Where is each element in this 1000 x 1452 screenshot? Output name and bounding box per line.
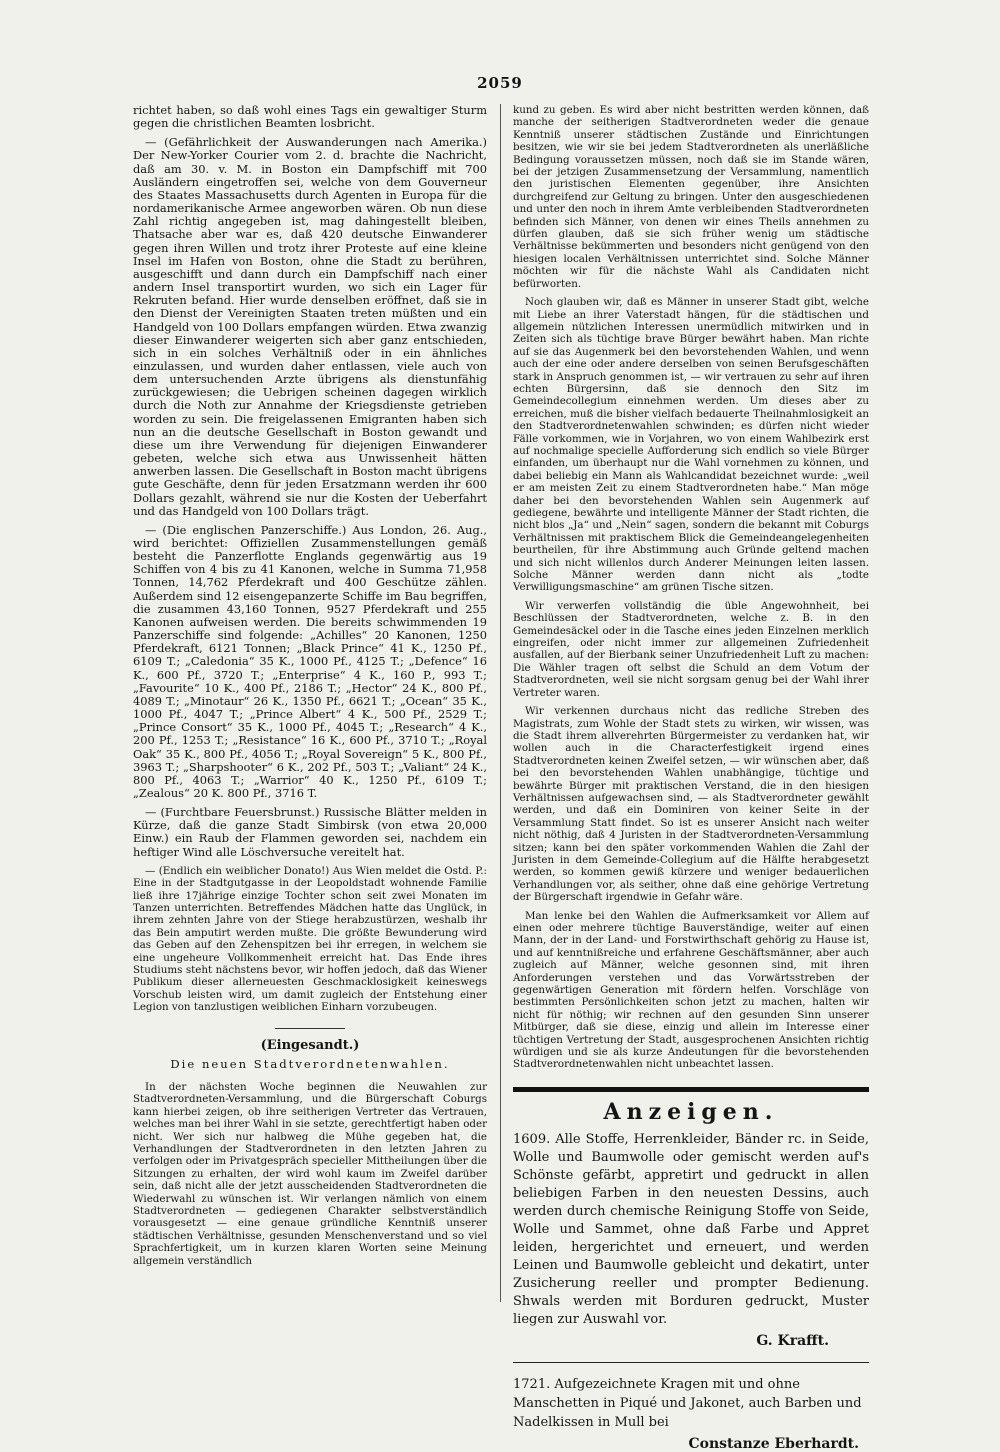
right-column [513, 104, 869, 1452]
article-text: richtet haben, so daß wohl eines Tags ein gewaltiger Sturm gegen die christlichen Beamten losbricht. [133, 103, 487, 131]
ad-1721: 1721. Aufgezeichnete Kragen mit und ohne Manschetten in Piqué und Jakonet, auch Barben und Nadelkissen in Mull bei [513, 1377, 862, 1431]
ad-1609-signature: G. Krafft. [756, 1333, 829, 1350]
article-ironclads: — (Die englischen Panzerschiffe.) Aus London, 26. Aug., wird berichtet: Offiziellen Zusammenstellungen gemäß besteht die Panzerflotte Englands gegenwärtig aus 19 Schiffen von 4 bis zu 41 Kanonen, welche in Summa 71,958 Tonnen, 14,762 Pferdekraft und 400 Geschütze zählen. Außerdem sind 12 eisengepanzerte Schiffe im Bau begriffen, die zusammen 43,160 Tonnen, 9527 Pferdekraft und 255 Kanonen aufweisen werden. Die bereits schwimmenden 19 Panzerschiffe sind folgende: „Achilles“ 20 Kanonen, 1250 Pferdekraft, 6121 Tonnen; „Black Prince“ 41 K., 1250 Pf., 6109 T.; „Caledonia“ 35 K., 1000 Pf., 4125 T.; „Defence“ 16 K., 600 Pf., 3720 T.; „Enterprise“ 4 K., 160 P., 993 T.; „Favourite“ 10 K., 400 Pf., 2186 T.; „Hector“ 24 K., 800 Pf., 4089 T.; „Minotaur“ 26 K., 1350 Pf., 6621 T.; „Ocean“ 35 K., 1000 Pf., 4047 T.; „Prince Albert“ 4 K., 500 Pf., 2529 T.; „Prince Consort“ 35 K., 1000 Pf., 4045 T.; „Research“ 4 K., 200 Pf., 1253 T.; „Resistance“ 16 K., 600 Pf., 3710 T.; „Royal Oak“ 35 K., 800 Pf., 4056 T.; „Royal Sovereign“ 5 K., 800 Pf., 3963 T.; „Sharpshooter“ 6 K., 202 Pf., 503 T.; „Valiant“ 24 K., 800 Pf., 4063 T.; „Warrior“ 40 K., 1250 Pf., 6109 T.; „Zealous“ 20 K. 800 Pf., 3716 T. [133, 522, 487, 800]
page-number: 2059 [477, 74, 523, 92]
article-elections-cont: kund zu geben. Es wird aber nicht bestritten werden können, daß manche der seitherigen Stadtverordneten weder die genaue Kenntniß unserer städtischen Zustände und Einrichtungen besitzen, wie wir sie bei jedem Stadtverordneten als unerläßliche Bedingung voraussetzen müssen, noch daß sie im Stande wären, bei der jetzigen Zusammensetzung der Versammlung, namentlich den juristischen Elementen gegenüber, ihre Ansichten durchgreifend zur Geltung zu bringen. Unter den ausgeschiedenen und unter den noch in ihrem Amte verbleibenden Stadtverordneten befinden sich Männer, von denen wir eines Theils annehmen zu dürfen glauben, daß sie sich früher wenig um städtische Verhältnisse bekümmerten und besonders nicht genügend von den hiesigen localen Verhältnissen unterrichtet sind. Solche Männer möchten wir für die nächste Wahl als Candidaten nicht befürworten. [513, 104, 869, 290]
article-elections: In der nächsten Woche beginnen die Neuwahlen zur Stadtverordneten-Versammlung, und die Bürgerschaft Coburgs kann hierbei zeigen, ob ihre seitherigen Vertreter das Vertrauen, welches man bei ihrer Wahl in sie setzte, gerechtfertigt haben oder nicht. Wer sich nur halbweg die Mühe gegeben hat, die Verhandlungen der Stadtverordneten in den letzten Jahren zu verfolgen oder im Privatgespräch specieller Mittheilungen über die Sitzungen zu erhalten, der wird wohl kaum im Zweifel darüber sein, daß nicht alle der jetzt ausscheidenden Stadtverordneten die Wiederwahl zu wünschen ist. Wir verlangen nämlich von einem Stadtverordneten — gediegenen Charakter selbstverständlich vorausgesetzt — eine genaue gründliche Kenntniß unserer städtischen Verhältnisse, gesunden Menschenverstand und so viel Sprachfertigkeit, um in kurzen klaren Worten seine Meinung allgemein verständlich [133, 1080, 487, 1267]
ad-separator [513, 1362, 869, 1363]
article-elections-p3: Wir verwerfen vollständig die üble Angewohnheit, bei Beschlüssen der Stadtverordneten, welche z. B. in den Gemeindesäckel oder in die Tasche eines jeden Einzelnen merklich eingreifen, oder nicht immer zur allgemeinen Zufriedenheit ausfallen, auf der Bierbank seiner Unzufriedenheit Luft zu machen: Die Wähler tragen oft selbst die Schuld an dem Votum der Stadtverordneten, weil sie nicht sorgsam genug bei der Wahl ihrer Vertreter waren. [513, 599, 869, 699]
column-divider [500, 104, 501, 1302]
left-column [133, 104, 487, 1374]
article-elections-p4: Wir verkennen durchaus nicht das redliche Streben des Magistrats, zum Wohle der Stadt stets zu wirken, wir wissen, was die Stadt ihrem allverehrten Bürgermeister zu verdanken hat, wir wollen auch in die Characterfestigkeit irgend eines Stadtverordneten keinen Zweifel setzen, — wir wünschen aber, daß bei den bevorstehenden Wahlen unabhängige, tüchtige und bewährte Bürger mit praktischen Verstand, die in den hiesigen Verhältnissen aufgewachsen sind, — als Stadtverordneter gewählt werden, und daß ein Dominiren von keiner Seite in der Versammlung Statt findet. So ist es unserer Ansicht nach weiter nicht nöthig, daß 4 Juristen in der Stadtverordneten-Versammlung sitzen; kann bei den später vorkommenden Wahlen die Zahl der Juristen in dem Gemeinde-Collegium auf die Hälfte herabgesetzt werden, so kommen gewiß kürzere und weniger bedauerlichen Verhandlungen vor, als seither, ohne daß eine gehörige Vertretung der Bürgerschaft irgendwie in Gefahr wäre. [513, 705, 869, 904]
ads-rule [513, 1087, 869, 1092]
ad-1609: 1609. Alle Stoffe, Herrenkleider, Bänder rc. in Seide, Wolle und Baumwolle oder gemischt werden auf's Schönste gefärbt, appretirt und gedruckt in allen beliebigen Farben in den neuesten Dessins, auch werden durch chemische Reinigung Stoffe von Seide, Wolle und Sammet, ohne daß Farbe und Appret leiden, hergerichtet und erneuert, und werden Leinen und Baumwolle gebleicht und dekatirt, unter Zusicherung reeller und prompter Bedienung. Shwals werden mit Borduren gedruckt, Muster liegen zur Auswahl vor. [513, 1132, 869, 1328]
section-rule [275, 1028, 345, 1029]
article-elections-p2: Noch glauben wir, daß es Männer in unserer Stadt gibt, welche mit Liebe an ihrer Vaterstadt hängen, für die städtischen und allgemein nützlichen Interessen unermüdlich mitwirken und in Zeiten sich als tüchtige brave Bürger bewährt haben. Man richte auf sie das Augenmerk bei den bevorstehenden Wahlen, und wenn auch der eine oder andere derselben von seinen Berufsgeschäften stark in Anspruch genommen ist, — wir vertrauen zu sehr auf ihren echten Bürgersinn, daß sie dennoch den Sitz im Gemeindecollegium einnehmen werden. Um dieses aber zu erreichen, muß die bisher vielfach bedauerte Theilnahmlosigkeit an den Stadtverordnetenwahlen schwinden; es dürfen nicht wieder Fälle vorkommen, wie in Vorjahren, wo von einem Wahlbezirk erst auf nochmalige specielle Aufforderung sich endlich so viele Bürger einfanden, um überhaupt nur die Wahl vornehmen zu können, und dabei beliebig ein Mann als Wahlcandidat bezeichnet wurde: „weil er am meisten Zeit zu einem Stadtverordneten habe.“ Man möge daher bei den bevorstehenden Wahlen sein Augenmerk auf gediegene, bewährte und intelligente Männer der Stadt richten, die nicht blos „Ja“ und „Nein“ sagen, sondern die bekannt mit Coburgs Verhältnissen mit praktischem Blick die Gemeindeangelegenheiten beurtheilen, für ihre Abstimmung auch Gründe geltend machen und sich nicht willenlos durch Anderer Meinungen leiten lassen. Solche Männer werden dann nicht als „todte Verwilligungsmaschine“ am grünen Tische sitzen. [513, 296, 869, 594]
article-donato: — (Endlich ein weiblicher Donato!) Aus Wien meldet die Ostd. P.: Eine in der Stadtgutgasse in der Leopoldstadt wohnende Familie ließ ihre 17jährige einzige Tochter schon seit zwei Monaten im Tanzen unterrichten. Betreffendes Mädchen hatte das Unglück, in ihrem zehnten Jahre von der Stiege herabzustürzen, weshalb ihr das Bein amputirt werden mußte. Die größte Bewunderung wird das Geben auf den Zehenspitzen bei ihr erregen, in welchem sie eine ungeheure Vollkommenheit erreicht hat. Das Ende ihres Studiums steht nächstens bevor, wir hoffen jedoch, daß das Wiener Publikum dieser allerneuesten Geschmacklosigkeit keineswegs Vorschub leisten wird, um damit zugleich der Entstehung einer Legion von tanzlustigen weiblichen Einharn vorzubeugen. [133, 864, 487, 1014]
article-emigration: — (Gefährlichkeit der Auswanderungen nach Amerika.) Der New-Yorker Courier vom 2. d. brachte die Nachricht, daß am 30. v. M. in Boston ein Dampfschiff mit 700 Ausländern eingetroffen sei, welche von dem Gouverneur des Staates Massachusetts durch Agenten in Europa für die nordamerikanische Armee angeworben wären. Ob nun diese Zahl richtig angegeben ist, mag dahingestellt bleiben, Thatsache aber war es, daß 420 deutsche Einwanderer gegen ihren Willen und trotz ihrer Proteste auf eine kleine Insel im Hafen von Boston, ohne die Stadt zu berühren, ausgeschifft und dann durch ein Dampfschiff nach einer andern Insel transportirt wurden, wo sich ein Lager für Rekruten befand. Hier wurde denselben eröffnet, daß sie in den Dienst der Vereinigten Staaten treten müßten und ein Handgeld von 100 Dollars empfangen würden. Etwa zwanzig dieser Einwanderer weigerten sich aber ganz entschieden, sich in ein solches Verhältniß oder in ein ähnliches einzulassen, und wurden daher entlassen, viele auch von dem untersuchenden Arzte übrigens als dienstunfähig zurückgewiesen; die Uebrigen scheinen dagegen wirklich durch die Noth zur Annahme der Kriegsdienste getrieben worden zu sein. Die freigelassenen Emigranten haben sich nun an die deutsche Gesellschaft in Boston gewandt und diese um ihre Verwendung für diejenigen Einwanderer gebeten, welche sich etwa aus Unwissenheit hätten anwerben lassen. Die Gesellschaft in Boston macht übrigens gute Geschäfte, denn für jeden Ersatzmann werden ihr 600 Dollars gezahlt, während sie nur die Kosten der Ueberfahrt und das Handgeld von 100 Dollars trägt. [133, 135, 487, 518]
ads-title: Anzeigen. [603, 1098, 779, 1125]
article-elections-p5: Man lenke bei den Wahlen die Aufmerksamkeit vor Allem auf einen oder mehrere tüchtige Bauverständige, weiter auf einen Mann, der in der Land- und Forstwirthschaft gehörig zu Hause ist, und auf kenntnißreiche und erfahrene Geschäftsmänner, aber auch zugleich auf Männer, welche gesonnen sind, mit ihren Anforderungen verstehen und das Vorwärtsstreben der gegenwärtigen Generation mit fördern helfen. Vorschläge von bestimmten Persönlichkeiten schon jetzt zu machen, halten wir nicht für nöthig; wir rechnen auf den gesunden Sinn unserer Mitbürger, daß sie diese, einzig und allein im Interesse einer tüchtigen Vertretung der Stadt, ausgesprochenen Ansichten richtig würdigen und sie als kurze Andeutungen für die bevorstehenden Stadtverordnetenwahlen nicht unbeachtet lassen. [513, 909, 869, 1071]
article-fire: — (Furchtbare Feuersbrunst.) Russische Blätter melden in Kürze, daß die ganze Stadt Simbirsk (von etwa 20,000 Einw.) ein Raub der Flammen geworden sei, nachdem ein heftiger Wind alle Löschversuche vereitelt hat. [133, 805, 487, 859]
ad-1721-signature: Constanze Eberhardt. [688, 1436, 859, 1452]
section-subtitle: Die neuen Stadtverordnetenwahlen. [170, 1056, 450, 1071]
section-title: (Eingesandt.) [260, 1037, 360, 1053]
